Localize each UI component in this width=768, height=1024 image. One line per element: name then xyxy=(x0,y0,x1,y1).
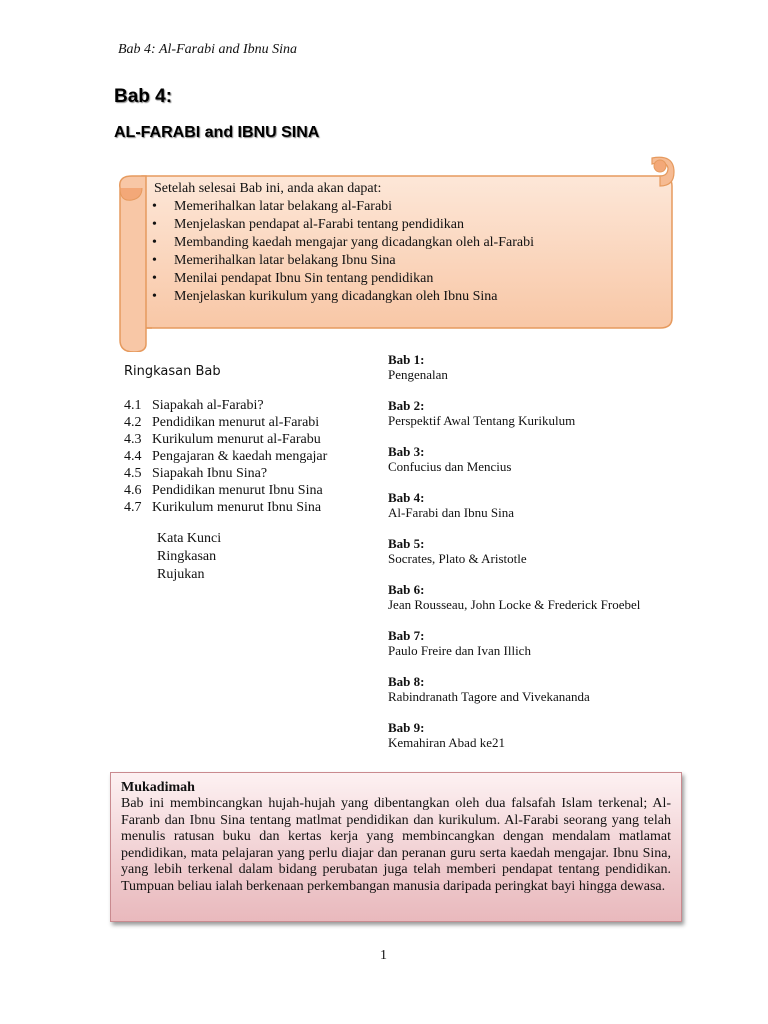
summary-item-number: 4.5 xyxy=(124,466,142,481)
chapter-number: Bab 7: xyxy=(388,628,425,643)
chapter-entry xyxy=(388,720,640,750)
objective-item: • Menilai pendapat Ibnu Sin tentang pendidikan xyxy=(148,270,668,288)
objectives-intro: Setelah selesai Bab ini, anda akan dapat: xyxy=(154,181,382,196)
summary-item xyxy=(124,397,327,414)
objective-item: • Memerihalkan latar belakang Ibnu Sina xyxy=(148,252,668,270)
chapter-entry-title: Jean Rousseau, John Locke & Frederick Froebel xyxy=(388,597,641,612)
objectives-list xyxy=(148,198,668,306)
summary-item-text: Kurikulum menurut Ibnu Sina xyxy=(152,500,322,515)
chapter-number: Bab 4: xyxy=(388,490,425,505)
chapter-entry-title: Socrates, Plato & Aristotle xyxy=(388,551,527,566)
chapter-entry xyxy=(388,674,640,704)
summary-item-text: Siapakah al-Farabi? xyxy=(152,398,264,413)
chapter-number: Bab 3: xyxy=(388,444,425,459)
summary-item-text: Pengajaran & kaedah mengajar xyxy=(152,449,328,464)
chapter-entry xyxy=(388,628,640,658)
chapter-entry-title: Kemahiran Abad ke21 xyxy=(388,735,505,750)
chapter-entry xyxy=(388,490,640,520)
chapter-entry-title: Perspektif Awal Tentang Kurikulum xyxy=(388,413,576,428)
running-header: Bab 4: Al-Farabi and Ibnu Sina xyxy=(118,42,298,57)
summary-item-text: Siapakah Ibnu Sina? xyxy=(152,466,268,481)
summary-item-number: 4.2 xyxy=(124,415,142,430)
introduction-body: Bab ini membincangkan hujah-hujah yang dibentangkan oleh dua falsafah Islam terkenal; Al-Faranb dan Ibnu Sina tentang matlmat pendidikan dan kurikulum. Al-Farabi seorang yang telah menulis ratusan buku dan kertas kerja yang membincangkan dengan mendalam matlamat pendidikan, mata pelajaran yang perlu diajar dan peranan guru serta kaedah mengajar. Ibnu Sina, yang lebih terkenal dalam bidang perubatan juga telah memberi pendapat tentang pendidikan. Tumpuan beliau ialah berkenaan perkembangan manusia daripada peringkat bayi hingga dewasa. xyxy=(121,796,671,894)
chapter-entry xyxy=(388,444,640,474)
chapter-entry xyxy=(388,582,640,612)
summary-extra-item: Rujukan xyxy=(157,567,205,582)
summary-item-number: 4.6 xyxy=(124,483,142,498)
chapter-entry xyxy=(388,352,640,382)
chapter-entry-title: Paulo Freire dan Ivan Illich xyxy=(388,643,531,658)
summary-extra-item: Kata Kunci xyxy=(157,531,222,546)
summary-extra-item: Ringkasan xyxy=(157,549,217,564)
summary-item xyxy=(124,448,327,465)
introduction-box xyxy=(110,772,682,922)
summary-item xyxy=(124,465,327,482)
summary-item-text: Pendidikan menurut Ibnu Sina xyxy=(152,483,323,498)
summary-item xyxy=(124,414,327,431)
objective-item: • Menjelaskan kurikulum yang dicadangkan oleh Ibnu Sina xyxy=(148,288,668,306)
chapter-number: Bab 5: xyxy=(388,536,425,551)
chapter-entry-title: Confucius dan Mencius xyxy=(388,459,512,474)
chapter-entry xyxy=(388,398,640,428)
chapter-number: Bab 8: xyxy=(388,674,425,689)
chapter-number: Bab 1: xyxy=(388,352,425,367)
chapter-number: Bab 9: xyxy=(388,720,425,735)
page-number: 1 xyxy=(380,948,387,963)
chapter-entry xyxy=(388,536,640,566)
summary-item-text: Pendidikan menurut al-Farabi xyxy=(152,415,320,430)
chapter-title: AL-FARABI and IBNU SINA xyxy=(114,124,320,141)
introduction-title: Mukadimah xyxy=(121,780,195,795)
summary-item-number: 4.7 xyxy=(124,500,142,515)
summary-item xyxy=(124,431,327,448)
summary-item-number: 4.4 xyxy=(124,449,142,464)
chapter-number: Bab 2: xyxy=(388,398,425,413)
objectives-box xyxy=(148,180,668,306)
chapter-list xyxy=(388,352,640,766)
objective-item: • Memerihalkan latar belakang al-Farabi xyxy=(148,198,668,216)
objective-item: • Membanding kaedah mengajar yang dicadangkan oleh al-Farabi xyxy=(148,234,668,252)
chapter-entry-title: Rabindranath Tagore and Vivekananda xyxy=(388,689,590,704)
chapter-label: Bab 4: xyxy=(114,86,173,107)
summary-item xyxy=(124,499,327,516)
summary-item xyxy=(124,482,327,499)
chapter-entry-title: Al-Farabi dan Ibnu Sina xyxy=(388,505,515,520)
summary-heading: Ringkasan Bab xyxy=(124,364,221,379)
objective-item: • Menjelaskan pendapat al-Farabi tentang pendidikan xyxy=(148,216,668,234)
chapter-number: Bab 6: xyxy=(388,582,425,597)
summary-item-number: 4.3 xyxy=(124,432,142,447)
summary-list xyxy=(124,397,327,516)
summary-item-number: 4.1 xyxy=(124,398,142,413)
summary-item-text: Kurikulum menurut al-Farabu xyxy=(152,432,321,447)
chapter-entry-title: Pengenalan xyxy=(388,367,448,382)
summary-extras xyxy=(157,530,221,584)
